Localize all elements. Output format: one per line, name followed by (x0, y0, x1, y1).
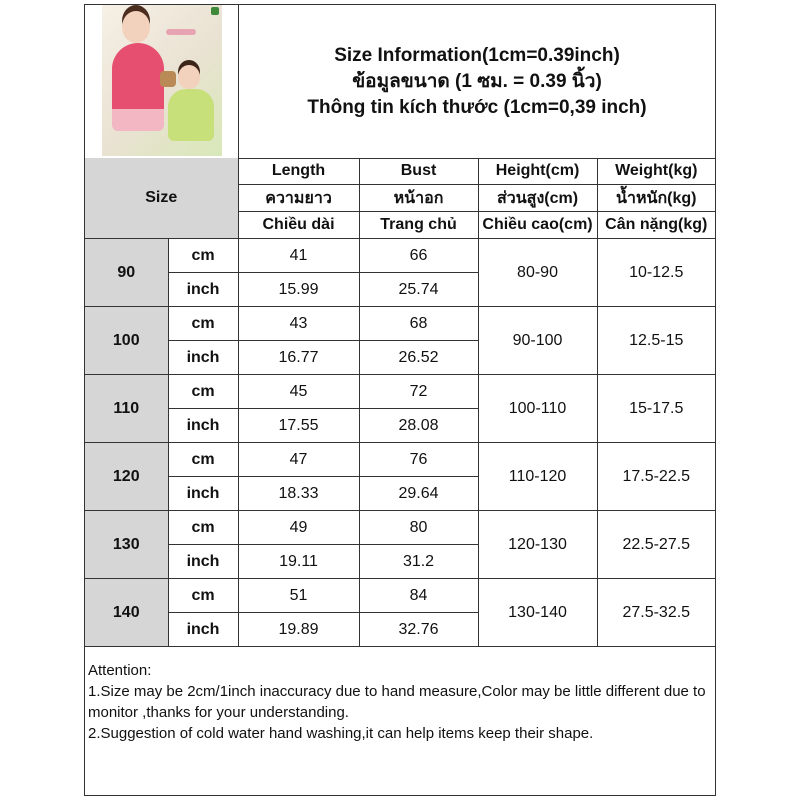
col-bust-en: Bust (359, 158, 478, 185)
girl-head-right (178, 65, 200, 89)
height-range: 120-130 (478, 511, 597, 579)
table-row (85, 579, 715, 613)
col-length-en: Length (238, 158, 359, 185)
table-row (85, 443, 715, 477)
bust-cm: 76 (359, 443, 478, 477)
col-bust-vi: Trang chủ (359, 212, 478, 239)
length-inch: 15.99 (238, 273, 359, 307)
bust-cm: 72 (359, 375, 478, 409)
unit-inch: inch (168, 341, 238, 375)
bust-inch: 31.2 (359, 545, 478, 579)
unit-cm: cm (168, 375, 238, 409)
leaf-icon (211, 7, 219, 15)
length-cm: 41 (238, 239, 359, 273)
unit-inch: inch (168, 545, 238, 579)
unit-cm: cm (168, 239, 238, 273)
table-row (85, 239, 715, 273)
title-thai: ข้อมูลขนาด (1 ซม. = 0.39 นิ้ว) (352, 70, 602, 92)
bust-cm: 80 (359, 511, 478, 545)
size-value: 120 (85, 443, 168, 511)
col-height-en: Height(cm) (478, 158, 597, 185)
note-line-2: 2.Suggestion of cold water hand washing,it can help items keep their shape. (88, 725, 594, 742)
unit-cm: cm (168, 511, 238, 545)
col-length-th: ความยาว (238, 185, 359, 212)
bust-inch: 28.08 (359, 409, 478, 443)
size-value: 110 (85, 375, 168, 443)
length-inch: 16.77 (238, 341, 359, 375)
pink-dress-hem (112, 109, 164, 131)
col-height-vi: Chiều cao(cm) (478, 212, 597, 239)
weight-range: 10-12.5 (597, 239, 715, 307)
height-range: 100-110 (478, 375, 597, 443)
note-line-1: 1.Size may be 2cm/1inch inaccuracy due to hand measure,Color may be little different due to monitor ,thanks for your understanding. (88, 683, 706, 721)
unit-cm: cm (168, 307, 238, 341)
bust-cm: 68 (359, 307, 478, 341)
weight-range: 12.5-15 (597, 307, 715, 375)
height-range: 130-140 (478, 579, 597, 647)
table-row (85, 307, 715, 341)
table-row (85, 511, 715, 545)
unit-inch: inch (168, 273, 238, 307)
length-cm: 43 (238, 307, 359, 341)
unit-inch: inch (168, 477, 238, 511)
length-inch: 17.55 (238, 409, 359, 443)
girl-head-left (122, 11, 150, 43)
size-chart-sheet (84, 4, 716, 796)
unit-inch: inch (168, 613, 238, 647)
col-weight-th: น้ำหนัก(kg) (597, 185, 715, 212)
notes-heading: Attention: (88, 662, 152, 679)
col-weight-en: Weight(kg) (597, 158, 715, 185)
attention-notes (85, 658, 715, 744)
unit-cm: cm (168, 443, 238, 477)
table-row (85, 375, 715, 409)
length-inch: 19.11 (238, 545, 359, 579)
col-weight-vi: Cân nặng(kg) (597, 212, 715, 239)
size-table (85, 158, 715, 647)
size-value: 90 (85, 239, 168, 307)
size-value: 100 (85, 307, 168, 375)
size-header: Size (85, 158, 238, 239)
unit-cm: cm (168, 579, 238, 613)
unit-inch: inch (168, 409, 238, 443)
title-english: Size Information(1cm=0.39inch) (334, 44, 620, 66)
title-vietnamese: Thông tin kích thước (1cm=0,39 inch) (307, 96, 647, 118)
brand-badge (166, 29, 196, 35)
bust-inch: 25.74 (359, 273, 478, 307)
length-cm: 51 (238, 579, 359, 613)
bust-cm: 84 (359, 579, 478, 613)
bust-cm: 66 (359, 239, 478, 273)
bust-inch: 29.64 (359, 477, 478, 511)
col-height-th: ส่วนสูง(cm) (478, 185, 597, 212)
weight-range: 27.5-32.5 (597, 579, 715, 647)
size-value: 140 (85, 579, 168, 647)
title-block (239, 5, 715, 158)
bust-inch: 26.52 (359, 341, 478, 375)
product-photo (102, 5, 222, 156)
length-inch: 19.89 (238, 613, 359, 647)
green-dress (168, 89, 214, 141)
length-cm: 45 (238, 375, 359, 409)
chart-header (85, 5, 715, 159)
height-range: 110-120 (478, 443, 597, 511)
weight-range: 17.5-22.5 (597, 443, 715, 511)
length-cm: 47 (238, 443, 359, 477)
height-range: 80-90 (478, 239, 597, 307)
weight-range: 15-17.5 (597, 375, 715, 443)
length-inch: 18.33 (238, 477, 359, 511)
height-range: 90-100 (478, 307, 597, 375)
col-bust-th: หน้าอก (359, 185, 478, 212)
weight-range: 22.5-27.5 (597, 511, 715, 579)
col-length-vi: Chiều dài (238, 212, 359, 239)
size-value: 130 (85, 511, 168, 579)
length-cm: 49 (238, 511, 359, 545)
bust-inch: 32.76 (359, 613, 478, 647)
basket-bag (160, 71, 176, 87)
